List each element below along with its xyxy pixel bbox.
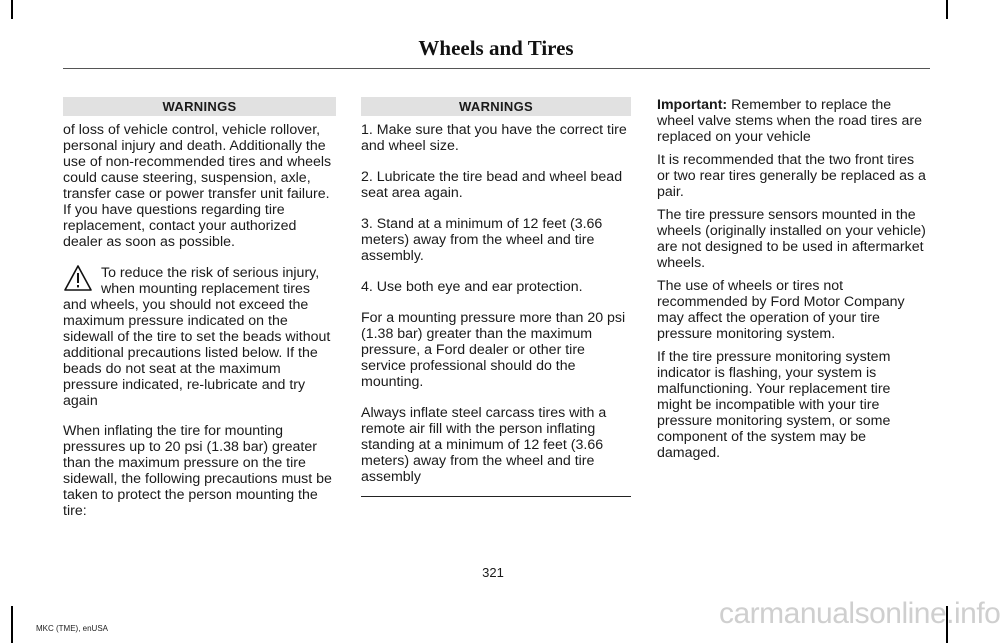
important-text: Remember to replace the wheel valve stems when the road tires are replaced on your vehicle — [657, 97, 922, 145]
crop-mark-top-right — [946, 0, 948, 19]
mounting-pressure-paragraph: For a mounting pressure more than 20 psi (1.38 bar) greater than the maximum pressure, a Ford dealer or other tire service professional should do the mounting. — [361, 310, 626, 390]
sensors-paragraph: The tire pressure sensors mounted in the wheels (originally installed on your vehicle) are not designed to be used in aftermarket wheels. — [657, 207, 926, 271]
step-2: 2. Lubricate the tire bead and wheel bead seat area again. — [361, 169, 623, 201]
header-rule — [63, 68, 930, 69]
page-number: 321 — [482, 565, 504, 580]
crop-mark-bottom-left — [11, 606, 13, 643]
column-1 — [63, 97, 336, 534]
warnings-heading: WARNINGS — [63, 97, 336, 116]
warnings-heading-2: WARNINGS — [361, 97, 631, 116]
warning-text-rest: and wheels, you should not exceed the maximum pressure indicated on the sidewall of the tire to set the beads without additional precautions listed below. If the beads do not seat at the maximum pressure indicated, re-lubricate and try again — [63, 297, 331, 409]
column-2 — [361, 97, 631, 497]
inflating-paragraph: When inflating the tire for mounting pressures up to 20 psi (1.38 bar) greater than the maximum pressure on the tire sidewall, the following precautions must be taken to protect the person mounting the tire: — [63, 423, 332, 519]
steel-carcass-paragraph: Always inflate steel carcass tires with a remote air fill with the person inflating standing at a minimum of 12 feet (3.66 meters) away from the wheel and tire assembly — [361, 405, 607, 485]
warnings-end-rule — [361, 496, 631, 497]
step-4: 4. Use both eye and ear protection. — [361, 279, 583, 295]
page-title: Wheels and Tires — [418, 36, 574, 60]
step-3: 3. Stand at a minimum of 12 feet (3.66 meters) away from the wheel and tire assembly. — [361, 216, 603, 264]
footer-text: MKC (TME), enUSA — [36, 624, 109, 633]
warning-text-line-2: when mounting replacement tires — [101, 281, 310, 297]
warning-text-line-1: To reduce the risk of serious injury, — [101, 265, 320, 281]
tpms-flashing-paragraph: If the tire pressure monitoring system indicator is flashing, your system is malfunctioning. Your replacement tire might be incompatible with your tire pressure monitoring system, or some component of the system may be damaged. — [657, 349, 891, 461]
step-1: 1. Make sure that you have the correct tire and wheel size. — [361, 122, 627, 154]
crop-mark-top-left — [11, 0, 13, 19]
important-paragraph — [657, 97, 929, 145]
pair-replacement-paragraph: It is recommended that the two front tires or two rear tires generally be replaced as a pair. — [657, 152, 926, 200]
watermark: carmanualsonline.info — [719, 597, 1000, 630]
warning-triangle-icon — [63, 264, 93, 292]
important-label: Important: — [657, 97, 728, 113]
column-3 — [657, 97, 929, 476]
non-recommended-paragraph: The use of wheels or tires not recommended by Ford Motor Company may affect the operation of your tire pressure monitoring system. — [657, 278, 905, 342]
warning-continued-text: of loss of vehicle control, vehicle rollover, personal injury and death. Additionally the use of non-recommended tires and wheels could cause steering, suspension, axle, transfer case or power transfer unit failure. If you have questions regarding tire replacement, contact your authorized dealer as soon as possible. — [63, 122, 332, 250]
warning-block — [63, 265, 336, 409]
